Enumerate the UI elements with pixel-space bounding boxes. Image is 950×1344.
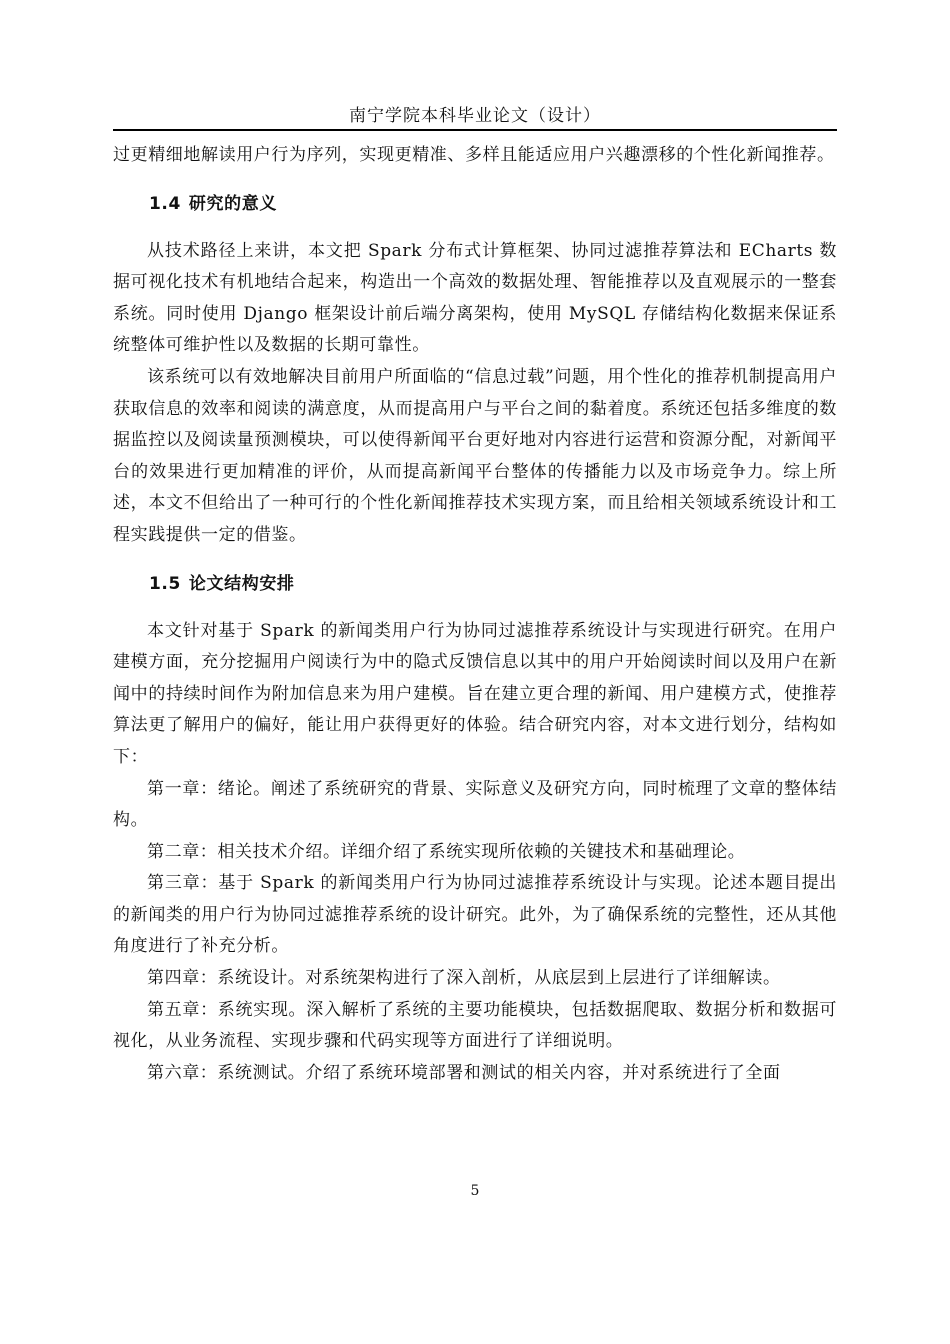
section-heading-1-5 <box>113 552 837 616</box>
paragraph-continued: 过更精细地解读用户行为序列，实现更精准、多样且能适应用户兴趣漂移的个性化新闻推荐。 <box>113 145 835 165</box>
page-number: 5 <box>470 1183 480 1199</box>
chapter-summary-4: 第四章：系统设计。对系统架构进行了深入剖析，从底层到上层进行了详细解读。 <box>147 968 781 989</box>
paragraph: 本文针对基于 Spark 的新闻类用户行为协同过滤推荐系统设计与实现进行研究。在用户建模方面，充分挖掘用户阅读行为中的隐式反馈信息以其中的用户开始阅读时间以及用户在新闻中的持续时间作为附加信息来为用户建模。旨在建立更合理的新闻、用户建模方式，使推荐算法更了解用户的偏好，能让用户获得更好的体验。结合研究内容，对本文进行划分，结构如下： <box>113 620 837 767</box>
running-header: 南宁学院本科毕业论文（设计） <box>349 106 601 126</box>
chapter-summary-6: 第六章：系统测试。介绍了系统环境部署和测试的相关内容，并对系统进行了全面 <box>147 1062 781 1083</box>
section-title: 论文结构安排 <box>188 573 295 594</box>
chapter-summary-2: 第二章：相关技术介绍。详细介绍了系统实现所依赖的关键技术和基础理论。 <box>147 841 746 862</box>
paragraph: 从技术路径上来讲，本文把 Spark 分布式计算框架、协同过滤推荐算法和 ECharts 数据可视化技术有机地结合起来，构造出一个高效的数据处理、智能推荐以及直观展示的一整套系统。同时使用 Django 框架设计前后端分离架构，使用 MySQL 存储结构化数据来保证系统整体可维护性以及数据的长期可靠性。 <box>113 240 837 356</box>
chapter-summary-3: 第三章：基于 Spark 的新闻类用户行为协同过滤推荐系统设计与实现。论述本题目提出的新闻类的用户行为协同过滤推荐系统的设计研究。此外，为了确保系统的完整性，还从其他角度进行了补充分析。 <box>113 873 837 957</box>
chapter-summary-5: 第五章：系统实现。深入解析了系统的主要功能模块，包括数据爬取、数据分析和数据可视化，从业务流程、实现步骤和代码实现等方面进行了详细说明。 <box>113 999 837 1052</box>
chapter-summary-1: 第一章：绪论。阐述了系统研究的背景、实际意义及研究方向，同时梳理了文章的整体结构。 <box>113 778 837 831</box>
section-number: 1.4 <box>149 193 181 214</box>
header-rule <box>113 129 837 131</box>
page-body <box>113 140 837 1089</box>
section-title: 研究的意义 <box>188 193 277 214</box>
section-heading-1-4 <box>113 172 837 236</box>
section-number: 1.5 <box>149 573 181 594</box>
paragraph: 该系统可以有效地解决目前用户所面临的“信息过载”问题，用个性化的推荐机制提高用户获取信息的效率和阅读的满意度，从而提高用户与平台之间的黏着度。系统还包括多维度的数据监控以及阅读量预测模块，可以使得新闻平台更好地对内容进行运营和资源分配，对新闻平台的效果进行更加精准的评价，从而提高新闻平台整体的传播能力以及市场竞争力。综上所述，本文不但给出了一种可行的个性化新闻推荐技术实现方案，而且给相关领域系统设计和工程实践提供一定的借鉴。 <box>113 366 837 545</box>
